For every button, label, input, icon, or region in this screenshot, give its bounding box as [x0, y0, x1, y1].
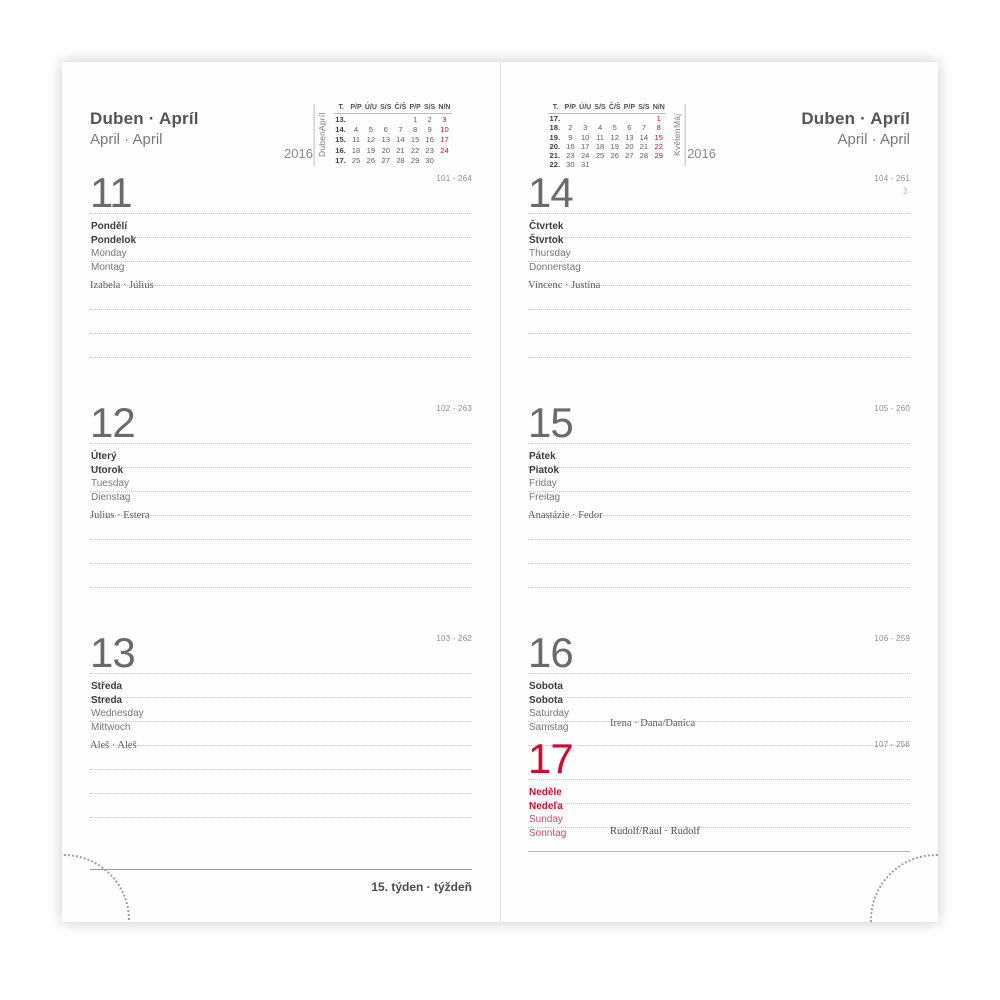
left-year: 2016: [284, 146, 313, 161]
right-mini-d54: [622, 160, 636, 169]
day-17-name-en: Sunday: [529, 814, 563, 825]
left-mini-d36: 24: [440, 145, 449, 155]
day-17-name-sk: Nedeľa: [529, 800, 563, 812]
left-mini-d05: 2: [427, 114, 432, 124]
day-16-weekday-names: [529, 680, 569, 734]
left-mini-d35: 23: [425, 145, 434, 155]
right-mini-d14: 6: [627, 123, 632, 133]
left-month-title-line2: April · April: [90, 130, 163, 148]
right-mini-week-3: 20.: [549, 141, 561, 151]
right-mini-d20: 9: [568, 132, 573, 142]
day-12-nameday: Julius · Estera: [90, 510, 150, 521]
left-mini-row-1: [334, 124, 452, 134]
left-mini-d41: 26: [366, 156, 376, 166]
right-mini-hdr-0: T.: [548, 104, 563, 114]
left-mini-d23: 14: [396, 135, 405, 145]
day-15-name-cs: Pátek: [529, 451, 556, 462]
left-mini-d32: 20: [381, 145, 390, 155]
right-mini-d05: [637, 114, 651, 124]
day-14-number: 14: [528, 169, 573, 216]
right-mini-d03: [607, 114, 622, 124]
day-11-weekday-names: [91, 220, 136, 274]
day-13-name-sk: Streda: [91, 694, 123, 706]
day-16-number: 16: [528, 629, 573, 676]
day-17-nameday: Rudolf/Raul · Rudolf: [610, 826, 700, 837]
right-mini-d40: 23: [566, 151, 575, 160]
day-block-16[interactable]: [528, 629, 910, 747]
right-mini-d01: [578, 114, 593, 124]
day-16-name-cs: Sobota: [529, 681, 563, 692]
left-mini-d21: 12: [366, 135, 376, 145]
right-mini-hdr-7: N/N: [651, 104, 666, 114]
day-13-name-de: Mittwoch: [91, 721, 131, 733]
day-block-17[interactable]: [528, 735, 910, 854]
right-mini-hdr-6: S/S: [637, 104, 651, 114]
right-mini-d26: 15: [654, 132, 663, 142]
left-mini-d43: 28: [396, 156, 405, 166]
left-mini-hdr-6: S/S: [422, 104, 436, 114]
left-mini-month-label: [314, 104, 330, 166]
right-mini-d16: 8: [656, 123, 661, 133]
left-mini-d42: 27: [381, 156, 390, 166]
day-block-15[interactable]: [528, 399, 910, 624]
right-mini-d02: [593, 114, 607, 124]
day-15-number: 15: [528, 399, 573, 446]
diary-spread: [62, 62, 938, 922]
right-mini-row-4: [548, 151, 666, 160]
left-month-title-line1: Duben · Apríl: [90, 109, 199, 128]
right-mini-row-0: [548, 114, 666, 124]
day-block-12[interactable]: [90, 399, 472, 624]
left-mini-d13: 7: [398, 125, 403, 134]
left-mini-hdr-0: T.: [334, 104, 349, 114]
left-mini-row-3: [334, 145, 452, 155]
right-mini-d21: 10: [580, 132, 590, 142]
left-mini-hdr-3: S/S: [379, 104, 393, 114]
left-mini-d33: 21: [396, 145, 405, 155]
right-mini-d44: 27: [625, 151, 634, 160]
day-11-number: 11: [90, 169, 132, 216]
right-mini-month: [548, 104, 686, 170]
day-14-weekday-names: [529, 220, 581, 274]
left-mini-d40: 25: [351, 156, 361, 166]
day-block-14[interactable]: [528, 169, 910, 394]
day-14-name-cs: Čtvrtek: [529, 221, 564, 232]
day-15-nameday: Anastázie · Fedor: [528, 510, 603, 521]
left-mini-d30: 18: [351, 145, 361, 155]
day-block-11[interactable]: [90, 169, 472, 394]
day-14-nameday: Vincenc · Justína: [528, 280, 601, 291]
right-mini-d42: 25: [595, 151, 605, 160]
right-month-title: [801, 108, 910, 149]
right-mini-hdr-2: Ú/U: [578, 104, 593, 114]
right-mini-d30: 16: [566, 141, 575, 151]
right-mini-hdr-3: S/S: [593, 104, 607, 114]
right-mini-month-label-line1: Květen: [672, 128, 683, 156]
right-mini-d11: 3: [583, 123, 588, 133]
right-year: 2016: [687, 146, 716, 161]
left-mini-d12: 6: [383, 125, 388, 134]
right-mini-d13: 5: [612, 123, 617, 133]
week-label: 15. týden · týždeň: [371, 880, 472, 894]
day-13-name-en: Wednesday: [91, 708, 144, 719]
day-11-name-de: Montag: [91, 261, 125, 273]
right-mini-d00: [563, 114, 577, 124]
left-mini-hdr-7: N/N: [437, 104, 452, 114]
day-15-name-en: Friday: [529, 478, 557, 489]
right-mini-header-row: [548, 104, 666, 114]
week-divider: [90, 869, 472, 870]
right-mini-month-table: [548, 104, 666, 170]
day-17-lines: [528, 735, 910, 852]
right-mini-hdr-5: P/P: [622, 104, 636, 114]
right-page: [500, 62, 938, 922]
day-11-nameday: Izabela · Július: [90, 280, 154, 291]
day-17-number: 17: [528, 735, 573, 782]
left-mini-d22: 13: [381, 135, 390, 145]
right-mini-hdr-4: Č/Š: [607, 104, 622, 114]
day-12-meta: 102 - 263: [436, 404, 472, 413]
day-14-name-de: Donnerstag: [529, 261, 581, 273]
left-mini-d15: 9: [427, 125, 432, 134]
day-13-number: 13: [90, 629, 135, 676]
day-12-lines: [90, 399, 472, 588]
day-11-name-sk: Pondelok: [91, 234, 137, 246]
right-mini-d36: 22: [654, 141, 663, 151]
left-mini-d14: 8: [412, 125, 418, 134]
left-mini-d20: 11: [352, 135, 360, 145]
day-13-nameday: Aleš · Aleš: [90, 740, 137, 751]
right-mini-d31: 17: [580, 141, 590, 151]
right-mini-d32: 18: [595, 141, 605, 151]
left-mini-hdr-1: P/P: [349, 104, 363, 114]
right-mini-d41: 24: [580, 151, 590, 160]
right-mini-d25: 14: [639, 132, 649, 142]
left-month-title: [90, 108, 199, 149]
day-12-name-cs: Úterý: [91, 451, 117, 462]
day-12-name-de: Dienstag: [91, 491, 131, 503]
day-16-name-de: Samstag: [529, 721, 569, 733]
right-mini-d35: 21: [639, 141, 649, 151]
right-mini-d10: 2: [568, 123, 573, 133]
right-mini-month-label: [670, 104, 686, 166]
left-mini-row-2: [334, 135, 452, 145]
left-mini-month: [314, 104, 452, 166]
day-13-name-cs: Středa: [91, 681, 123, 692]
day-12-name-sk: Utorok: [91, 464, 124, 476]
left-mini-hdr-4: Č/Š: [393, 104, 408, 114]
left-mini-week-4: 17.: [335, 156, 346, 166]
left-mini-week-1: 14.: [335, 125, 346, 134]
day-16-lines: [528, 629, 910, 746]
left-mini-d26: 17: [440, 135, 449, 145]
left-mini-d34: 22: [410, 145, 420, 155]
right-mini-d22: 11: [596, 132, 604, 142]
day-block-13[interactable]: [90, 629, 472, 854]
day-17-meta: 107 - 258: [874, 740, 910, 749]
day-11-meta: 101 - 264: [436, 174, 472, 183]
left-page: [62, 62, 500, 922]
right-mini-row-3: [548, 142, 666, 151]
left-mini-d45: 30: [425, 156, 434, 166]
right-mini-week-0: 17.: [549, 114, 561, 123]
right-mini-d06: 1: [656, 114, 661, 123]
right-mini-d51: 31: [580, 160, 590, 170]
left-mini-week-2: 15.: [335, 135, 346, 145]
right-mini-d12: 4: [597, 123, 603, 133]
day-17-name-de: Sonntag: [529, 827, 567, 839]
left-mini-d10: 4: [353, 125, 359, 134]
day-12-name-en: Tuesday: [91, 478, 129, 489]
right-mini-d04: [622, 114, 636, 124]
day-13-meta: 103 - 262: [436, 634, 472, 643]
right-mini-month-label-line2: Máj: [672, 114, 683, 129]
left-mini-d11: 5: [368, 125, 373, 134]
left-mini-week-0: 13.: [335, 114, 346, 124]
moon-phase-icon: ☽: [899, 186, 908, 196]
day-11-lines: [90, 169, 472, 358]
left-mini-d02: [379, 114, 393, 125]
right-mini-week-2: 19.: [549, 132, 561, 142]
left-mini-d44: 29: [410, 156, 420, 166]
left-mini-month-label-line2: Apríl: [317, 112, 327, 132]
left-mini-d04: 1: [412, 114, 418, 124]
right-mini-d43: 26: [610, 151, 619, 160]
day-14-name-en: Thursday: [529, 248, 571, 259]
right-mini-d34: 20: [625, 141, 634, 151]
day-17-name-cs: Neděle: [529, 787, 562, 798]
day-15-name-sk: Piatok: [529, 464, 560, 476]
right-mini-d56: [651, 160, 666, 169]
day-15-name-de: Freitag: [529, 491, 561, 503]
left-mini-d25: 16: [425, 135, 434, 145]
day-15-meta: 105 - 260: [874, 404, 910, 413]
left-mini-d01: [363, 114, 378, 125]
right-mini-row-1: [548, 123, 666, 132]
day-17-weekday-names: [529, 786, 566, 840]
right-mini-d55: [637, 160, 651, 169]
right-mini-d15: 7: [641, 123, 646, 133]
left-mini-d31: 19: [366, 145, 376, 155]
day-12-weekday-names: [91, 450, 130, 504]
right-mini-hdr-1: P/P: [563, 104, 577, 114]
right-mini-week-5: 22.: [549, 160, 561, 170]
right-mini-d24: 13: [625, 132, 634, 142]
right-month-title-line1: Duben · Apríl: [801, 109, 910, 128]
right-mini-week-1: 18.: [549, 123, 561, 133]
left-mini-d24: 15: [410, 135, 420, 145]
day-16-name-en: Saturday: [529, 708, 570, 719]
left-mini-row-4: [334, 156, 452, 166]
right-page-header: [500, 94, 938, 170]
right-mini-row-2: [548, 133, 666, 142]
day-12-number: 12: [90, 399, 135, 446]
right-mini-d46: 29: [654, 151, 663, 160]
left-mini-header-row: [334, 104, 452, 114]
day-11-name-cs: Pondělí: [91, 221, 128, 232]
left-mini-d16: 10: [440, 125, 449, 134]
left-mini-month-label-line1: Duben: [317, 131, 327, 158]
left-mini-d00: [349, 114, 363, 125]
right-mini-week-4: 21.: [549, 151, 561, 160]
left-mini-d06: 3: [442, 114, 447, 124]
day-14-lines: [528, 169, 910, 358]
right-mini-d45: 28: [639, 151, 649, 160]
right-mini-d50: 30: [566, 160, 575, 170]
left-mini-month-table: [334, 104, 452, 166]
day-11-name-en: Monday: [91, 248, 127, 259]
right-mini-d33: 19: [610, 141, 619, 151]
day-14-name-sk: Štvrtok: [529, 234, 564, 246]
left-mini-hdr-2: Ú/U: [363, 104, 378, 114]
day-16-name-sk: Sobota: [529, 694, 563, 706]
day-16-meta: 106 - 259: [874, 634, 910, 643]
day-14-meta: 104 - 261: [874, 174, 910, 183]
right-month-title-line2: April · April: [837, 130, 910, 148]
left-mini-week-3: 16.: [335, 145, 346, 155]
day-15-weekday-names: [529, 450, 560, 504]
left-mini-row-0: [334, 114, 452, 125]
left-mini-hdr-5: P/P: [408, 104, 422, 114]
left-mini-d46: [437, 156, 452, 166]
left-mini-d03: [393, 114, 408, 125]
right-mini-d23: 12: [610, 132, 619, 142]
left-page-header: [62, 94, 500, 166]
day-13-weekday-names: [91, 680, 144, 734]
day-13-lines: [90, 629, 472, 818]
day-15-lines: [528, 399, 910, 588]
day-16-nameday: Irena · Dana/Danica: [610, 718, 696, 729]
right-mini-d53: [607, 160, 622, 169]
right-mini-d52: [593, 160, 607, 169]
